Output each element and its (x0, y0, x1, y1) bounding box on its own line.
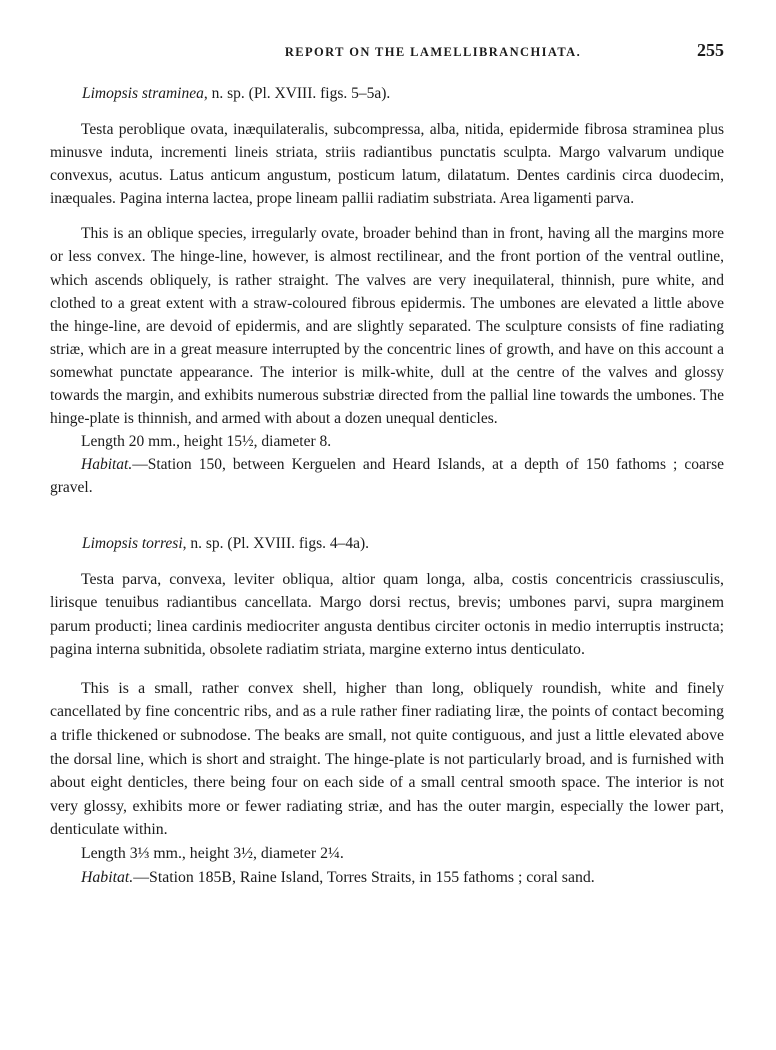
english-description: This is an oblique species, irregularly ovate, broader behind than in front, having all the margins more or less convex. The hinge-line, however, is almost rectilinear, and the front portion of the ventral outline, which ascends obliquely, is rather straight. The valves are very inequilateral, thinnish, pure white, and clothed to a great extent with a straw-coloured fibrous epidermis. The umbones are elevated a little above the hinge-line, are devoid of epidermis, and are slightly separated. The sculpture consists of fine radiating striæ, which are in a great measure interrupted by the concentric lines of growth, and have on this account a somewhat punctate appearance. The interior is milk-white, dull at the centre of the valves and glossy towards the margin, and exhibits numerous substriæ directed from the pallial line towards the umbones. The hinge-plate is thinnish, and armed with about a dozen unequal denticles. (50, 225, 724, 428)
species-section-straminea (50, 84, 724, 500)
species-heading-rest: , n. sp. (Pl. XVIII. figs. 5–5a). (203, 85, 391, 102)
habitat-label: Habitat. (81, 868, 134, 886)
habitat-label: Habitat. (81, 456, 133, 474)
running-head (50, 40, 724, 70)
latin-description: Testa peroblique ovata, inæquilateralis, subcompressa, alba, nitida, epidermide fibrosa straminea plus minusve induta, incrementi lineis striata, striis radiantibus punctatis sculpta. Margo valvarum undique convexus, acutus. Latus anticum angustum, posticum latum, dilatatum. Dentes cardinis circa duodecim, inæquales. Pagina interna lactea, prope lineam pallii radiatim substriata. Area ligamenti parva. (50, 121, 724, 208)
running-title: REPORT ON THE LAMELLIBRANCHIATA. (284, 45, 582, 59)
species-heading (82, 84, 724, 104)
english-description: This is a small, rather convex shell, higher than long, obliquely roundish, white and finely cancellated by fine concentric ribs, and as a rule rather finer radiating liræ, the points of contact becoming a trifle thickened or subnodose. The beaks are small, not quite contiguous, and just a little elevated above the dorsal line, which is short and straight. The hinge-plate is not particularly broad, and is furnished with about eight denticles, there being four on each side of a small central smooth space. The interior is not very glossy, exhibits more or fewer radiating striæ, and has the outer margin, especially the lower part, denticulate within. (50, 679, 724, 839)
measurements: Length 20 mm., height 15½, diameter 8. (81, 433, 332, 451)
habitat-text: —Station 185B, Raine Island, Torres Straits, in 155 fathoms ; coral sand. (133, 868, 595, 886)
measurements: Length 3⅓ mm., height 3½, diameter 2¼. (81, 845, 344, 863)
habitat-text: —Station 150, between Kerguelen and Heard Islands, at a depth of 150 fathoms ; coarse gravel. (50, 456, 724, 497)
habitat (50, 453, 724, 499)
species-name: Limopsis torresi (82, 534, 183, 552)
page-number: 255 (697, 40, 724, 60)
habitat (50, 866, 724, 890)
species-heading (82, 534, 724, 554)
species-section-torresi (50, 534, 724, 890)
species-heading-rest: , n. sp. (Pl. XVIII. figs. 4–4a). (182, 534, 370, 552)
species-name: Limopsis straminea (82, 85, 204, 102)
latin-description: Testa parva, convexa, leviter obliqua, altior quam longa, alba, costis concentricis crassiusculis, lirisque tenuibus radiantibus cancellata. Margo dorsi rectus, brevis; umbones parvi, supra marginem parum producti; linea cardinis mediocriter angusta dentibus circiter octonis in medio interruptis instructa; pagina interna subnitida, obsolete radiatim striata, margine externo intus denticulato. (50, 570, 724, 659)
